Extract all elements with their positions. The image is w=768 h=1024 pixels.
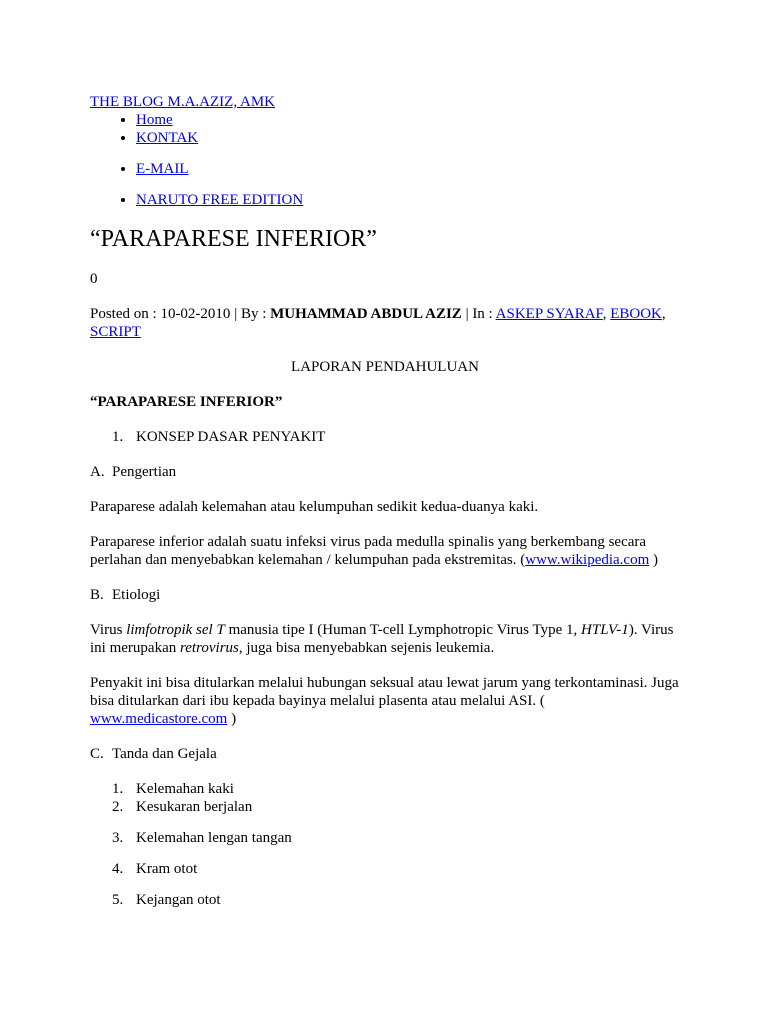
list-item [90,829,680,847]
list-item [90,891,680,909]
nav-item-naruto [136,191,680,209]
section-letter: B. [90,587,104,603]
post-author: MUHAMMAD ABDUL AZIZ [270,306,462,322]
paragraph-text: manusia tipe I (Human T-cell Lymphotropic Virus Type 1, [224,622,582,638]
nav-link-email[interactable]: E-MAIL [136,161,189,177]
in-label: | In : [461,306,496,322]
section-c-heading [90,745,680,763]
post-title: “PARAPARESE INFERIOR” [90,226,377,252]
category-link-script[interactable]: SCRIPT [90,324,141,340]
paragraph-text: , juga bisa menyebabkan sejenis leukemia. [238,640,495,656]
section-letter: A. [90,464,105,480]
wikipedia-link[interactable]: www.wikipedia.com [525,552,650,568]
nav-item-home [136,111,680,129]
paragraph-end: ) [649,552,658,568]
list-item [90,860,680,878]
nav-item-email [136,160,680,178]
nav-item-kontak [136,129,680,147]
italic-term: HTLV-1 [581,622,629,638]
paragraph-text: Virus [90,622,127,638]
blog-title-link[interactable]: THE BLOG M.A.AZIZ, AMK [90,94,275,110]
list-number: 5. [112,892,124,908]
section-a-label: Pengertian [112,464,177,480]
italic-term: retrovirus [179,640,239,656]
nav-link-home[interactable]: Home [136,112,173,128]
post-meta: Posted on : 10-02-2010 | By : MUHAMMAD ABDUL AZIZ | In : ASKEP SYARAF, EBOOK, SCRIPT [90,306,666,340]
section-letter: C. [90,746,104,762]
etiologi-paragraph-1 [90,621,680,657]
category-link-ebook[interactable]: EBOOK [610,306,662,322]
list-item [90,780,680,798]
by-label: | By : [230,306,271,322]
list-item-text: Kejangan otot [136,892,221,908]
medicastore-link[interactable]: www.medicastore.com [90,711,228,727]
etiologi-paragraph-2 [90,674,680,728]
report-title: “PARAPARESE INFERIOR” [90,394,283,410]
paragraph-text: Paraparese inferior adalah suatu infeksi virus pada medulla spinalis yang berkembang secara perlahan dan menyebabkan kelemahan / kelumpuhan pada ekstremitas. ( [90,534,647,568]
report-heading: LAPORAN PENDAHULUAN [291,359,479,375]
comment-count: 0 [90,271,98,287]
pengertian-paragraph-1: Paraparese adalah kelemahan atau kelumpuhan sedikit kedua-duanya kaki. [90,499,539,515]
list-item-text: Kelemahan lengan tangan [136,830,292,846]
list-number: 4. [112,861,124,877]
list-number: 1. [112,781,124,797]
nav-link-kontak[interactable]: KONTAK [136,130,199,146]
list-number: 1. [112,429,124,445]
nav-menu [90,111,680,209]
list-item-text: Kelemahan kaki [136,781,234,797]
symptoms-list [90,780,680,909]
paragraph-text: ). Virus ini merupakan [90,622,674,656]
paragraph-end: ) [227,711,237,727]
page-content [90,93,680,909]
post-date: 10-02-2010 [160,306,231,322]
list-item [90,798,680,816]
posted-label: Posted on : [90,306,161,322]
list-item-text: Kesukaran berjalan [136,799,253,815]
list-item-text: Kram otot [136,861,198,877]
section-1-list [90,428,680,446]
section-a-heading [90,463,680,481]
section-b-heading [90,586,680,604]
section-c-label: Tanda dan Gejala [112,746,217,762]
list-number: 3. [112,830,124,846]
section-1-item [90,428,680,446]
category-link-askep-syaraf[interactable]: ASKEP SYARAF [495,306,603,322]
nav-link-naruto[interactable]: NARUTO FREE EDITION [136,192,304,208]
italic-term: limfotropik sel T [126,622,225,638]
list-number: 2. [112,799,124,815]
section-b-label: Etiologi [112,587,161,603]
section-1-label: KONSEP DASAR PENYAKIT [136,429,326,445]
pengertian-paragraph-2 [90,533,680,569]
paragraph-text: Penyakit ini bisa ditularkan melalui hubungan seksual atau lewat jarum yang terkontaminasi. Juga bisa ditularkan dari ibu kepada bayinya melalui plasenta atau melalui ASI. ( [90,675,679,709]
